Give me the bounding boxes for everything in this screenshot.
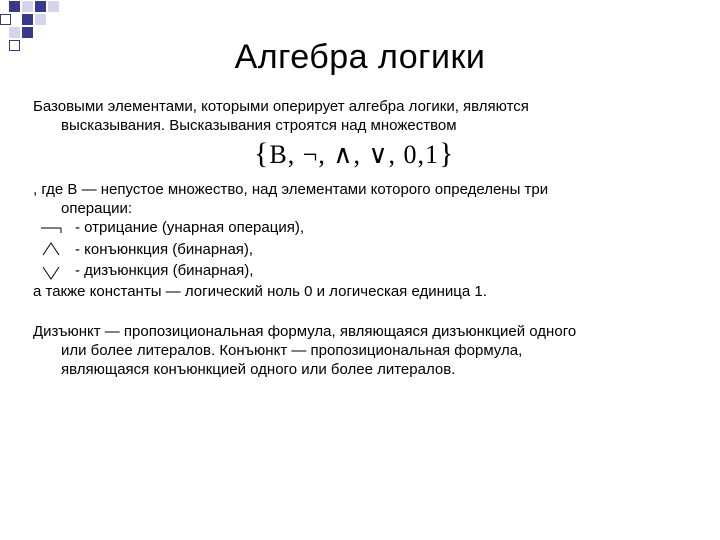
negation-icon [39,220,67,240]
set-formula [254,137,454,171]
formula-body: B, ¬, ∧, ∨, 0,1 [269,140,439,169]
conjunction-text: - конъюнкция (бинарная), [75,241,254,258]
definitions-line-1: Дизъюнкт — пропозициональная формула, являющаяся дизъюнкцией одного [33,323,577,340]
disjunction-text: - дизъюнкция (бинарная), [75,262,254,279]
definitions-paragraph [33,322,703,379]
constants-text: а также константы — логический ноль 0 и логическая единица 1. [33,283,487,300]
decor-square [48,1,59,12]
operation-negation [33,218,533,238]
operation-conjunction [33,240,533,262]
intro-line-2: высказывания. Высказывания строятся над множеством [61,117,457,134]
definitions-line-3: являющаяся конъюнкцией одного или более литералов. [61,361,456,378]
decor-square [22,14,33,25]
intro-line-1: Базовыми элементами, которыми оперирует алгебра логики, являются [33,98,529,115]
negation-text: - отрицание (унарная операция), [75,219,304,236]
decor-square [0,14,11,25]
decor-square [35,1,46,12]
operations-line-2: операции: [61,200,133,217]
definitions-line-2: или более литералов. Конъюнкт — пропозициональная формула, [61,342,523,359]
formula-open-brace: { [254,137,270,170]
decor-square [9,1,20,12]
decor-square [35,14,46,25]
constants-line [33,282,703,301]
operation-disjunction [33,261,533,283]
decor-square [22,27,33,38]
intro-paragraph [33,97,703,135]
decor-square [9,27,20,38]
decor-square [22,1,33,12]
operations-line-1: , где B — непустое множество, над элементами которого определены три [33,181,549,198]
operations-intro [33,180,703,218]
slide-title: Алгебра логики [234,38,486,76]
formula-close-brace: } [438,137,455,170]
conjunction-icon [39,238,67,258]
disjunction-icon [39,263,67,283]
